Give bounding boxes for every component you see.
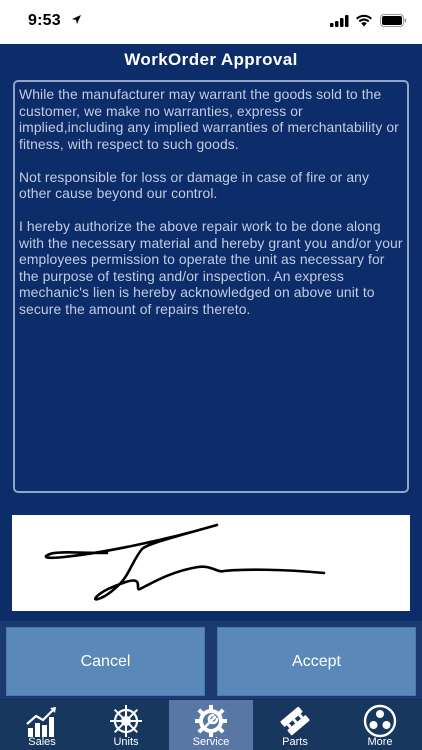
status-bar: [0, 0, 422, 44]
parts-icon: [277, 704, 313, 738]
tab-label-parts: Parts: [282, 736, 308, 748]
terms-paragraph-liability: Not responsible for loss or damage in case of fire or any other cause beyond our control.: [19, 168, 370, 201]
gear-wrench-icon: [193, 704, 229, 738]
tab-sales[interactable]: [0, 700, 84, 750]
cellular-signal-icon: [330, 15, 350, 27]
wifi-icon: [355, 14, 373, 27]
page-title: WorkOrder Approval: [124, 50, 298, 69]
tab-label-sales: Sales: [28, 736, 56, 748]
battery-icon: [380, 14, 407, 27]
action-bar: [0, 621, 422, 699]
title-bar: [0, 44, 422, 76]
ship-wheel-icon: [108, 704, 144, 738]
cancel-button[interactable]: Cancel: [6, 627, 205, 696]
tab-bar: [0, 700, 422, 750]
signature-pad[interactable]: [12, 515, 410, 611]
terms-text-area[interactable]: [13, 80, 409, 493]
signature-stroke: [12, 515, 410, 611]
tab-more[interactable]: [338, 700, 422, 750]
terms-paragraph-authorization: I hereby authorize the above repair work to be done along with the necessary material and hereby grant you and/or your employees permission to operate the unit as necessary for the purpose of testing and/or inspection. An express mechanic's lien is hereby acknowledged on above unit to secure the amount of repairs thereto.: [19, 218, 403, 317]
location-arrow-icon: [71, 14, 82, 25]
status-time: 9:53: [28, 12, 61, 29]
tab-label-service: Service: [192, 736, 230, 748]
tab-units[interactable]: [84, 700, 168, 750]
accept-button[interactable]: Accept: [217, 627, 416, 696]
sales-chart-icon: [24, 704, 60, 738]
tab-label-more: More: [367, 736, 393, 748]
tab-label-units: Units: [113, 736, 139, 748]
tab-service[interactable]: [169, 700, 253, 750]
more-dots-icon: [362, 704, 398, 738]
terms-paragraph-warranty: While the manufacturer may warrant the goods sold to the customer, we make no warranties, express or implied,including any implied warranties of merchantability or fitness, with respect to such goods.: [19, 86, 399, 152]
tab-parts[interactable]: [253, 700, 337, 750]
